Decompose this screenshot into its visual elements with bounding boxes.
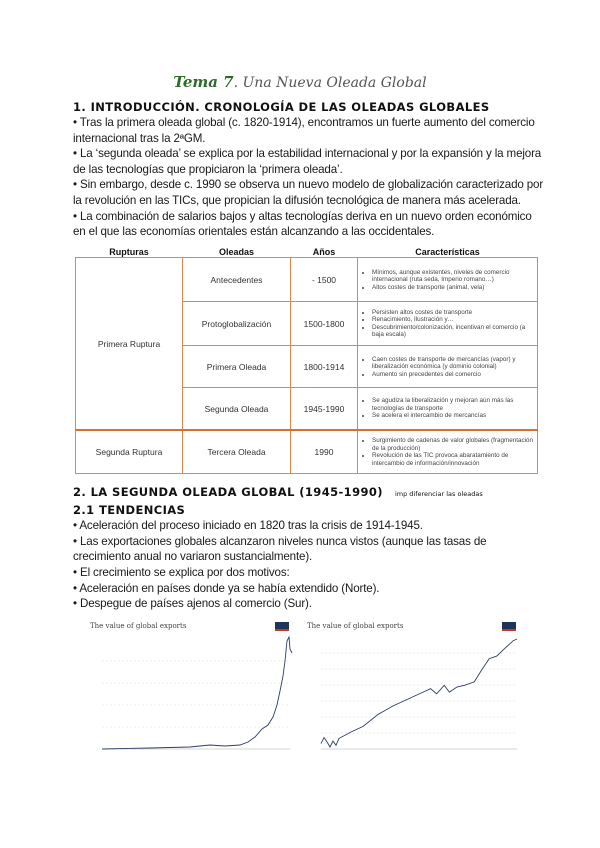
exports-chart-log: [307, 622, 522, 756]
oleada-cell: Protoglobalización: [183, 302, 291, 346]
anos-cell: - 1500: [291, 258, 358, 302]
table-row: [76, 430, 538, 474]
section2-body: [73, 518, 545, 612]
title-rest: . Una Nueva Oleada Global: [233, 75, 427, 91]
bullet: • Sin embargo, desde c. 1990 se observa un nuevo modelo de globalización caracterizado por la revolución en las TICs, que propician la difusión tecnológica de manera más acelerada.: [73, 178, 544, 207]
bullet: • La combinación de salarios bajos y altas tecnologías deriva en un nuevo orden económico en el que las economías orientales están alcanzando a las occidentales.: [73, 209, 532, 239]
oleada-cell: Tercera Oleada: [183, 430, 291, 474]
caracteristicas-cell: [358, 302, 538, 346]
caracteristicas-cell: [358, 388, 538, 430]
ruptura-cell: Segunda Ruptura: [76, 430, 183, 474]
ruptura-cell: Primera Ruptura: [76, 258, 183, 430]
car-item: • Revolución de las TIC provoca abaratamiento de intercambio de información/innovación: [372, 452, 534, 467]
bullet: • Las exportaciones globales alcanzaron niveles nunca vistos (aunque las tasas de crecimiento anual no variaron sustancialmente).: [73, 534, 487, 564]
subsection-heading: 2.1 TENDENCIAS: [73, 503, 186, 518]
col-header: Características: [415, 246, 480, 257]
anos-cell: 1945-1990: [291, 388, 358, 430]
anos-cell: 1800-1914: [291, 346, 358, 388]
caracteristicas-cell: [358, 258, 538, 302]
col-header: Oleadas: [218, 246, 255, 257]
bullet: • Tras la primera oleada global (c. 1820-1914), encontramos un fuerte aumento del comercio internacional tras la 2ªGM.: [73, 116, 535, 145]
bullet: • Aceleración en países donde ya se había extendido (Norte).: [73, 581, 380, 595]
exports-line: [102, 637, 292, 749]
car-item: • Mínimos, aunque existentes, niveles de comercio internacional (ruta seda, Imperio romano…): [372, 269, 534, 284]
owid-logo: [502, 622, 516, 631]
anos-cell: 1500-1800: [291, 302, 358, 346]
car-item: • Se acelera el intercambio de mercancías: [372, 412, 534, 420]
table-row: [76, 258, 538, 302]
col-header: Años: [312, 246, 336, 257]
exports-chart-linear: [90, 622, 295, 756]
car-item: • Altos costes de transporte (animal, vela): [372, 284, 534, 292]
car-item: • Caen costes de transporte de mercancías (vapor) y liberalización económica (y dominio colonial): [372, 356, 534, 371]
car-item: • Aumento sin precedentes del comercio: [372, 371, 534, 379]
bullet: • Despegue de países ajenos al comercio (Sur).: [73, 597, 312, 611]
bullet: • Aceleración del proceso iniciado en 1820 tras la crisis de 1914-1945.: [73, 519, 423, 533]
car-item: • Se agudiza la liberalización y mejoran aún más las tecnologías de transporte: [372, 397, 534, 412]
section2-title: 2. LA SEGUNDA OLEADA GLOBAL (1945-1990): [73, 485, 383, 500]
car-item: • Persisten altos costes de transporte: [372, 309, 534, 317]
chart-title: The value of global exports: [307, 621, 404, 630]
chart-title: The value of global exports: [90, 621, 187, 630]
section2-heading: [73, 484, 600, 502]
caracteristicas-cell: [358, 346, 538, 388]
col-header: Rupturas: [109, 246, 149, 257]
car-item: • Descubrimiento/colonización, incentivan el comercio (a baja escala): [372, 324, 534, 339]
car-item: • Surgimiento de cadenas de valor globales (fragmentación de la producción): [372, 437, 534, 452]
oleada-cell: Antecedentes: [183, 258, 291, 302]
oleada-cell: Segunda Oleada: [183, 388, 291, 430]
title-bold: Tema 7: [173, 73, 234, 91]
handwritten-note: imp diferenciar las oleadas: [394, 490, 483, 499]
bullet: • El crecimiento se explica por dos motivos:: [73, 566, 290, 580]
chart-plot: [307, 631, 522, 751]
oleadas-table: [75, 246, 538, 475]
document-title: [73, 72, 527, 93]
car-item: • Renacimiento, Ilustración y…: [372, 316, 534, 324]
oleada-cell: Primera Oleada: [183, 346, 291, 388]
owid-logo: [275, 622, 289, 631]
anos-cell: 1990: [291, 430, 358, 474]
exports-line: [321, 639, 517, 747]
bullet: • La ‘segunda oleada’ se explica por la estabilidad internacional y por la expansión y la mejora de las tecnologías que propiciaron la ‘primera oleada’.: [73, 147, 542, 176]
caracteristicas-cell: [358, 430, 538, 474]
charts-row: [90, 622, 600, 756]
chart-plot: [90, 631, 295, 751]
section1-heading: 1. INTRODUCCIÓN. CRONOLOGÍA DE LAS OLEADAS GLOBALES: [73, 100, 490, 114]
section1-body: [73, 115, 545, 240]
